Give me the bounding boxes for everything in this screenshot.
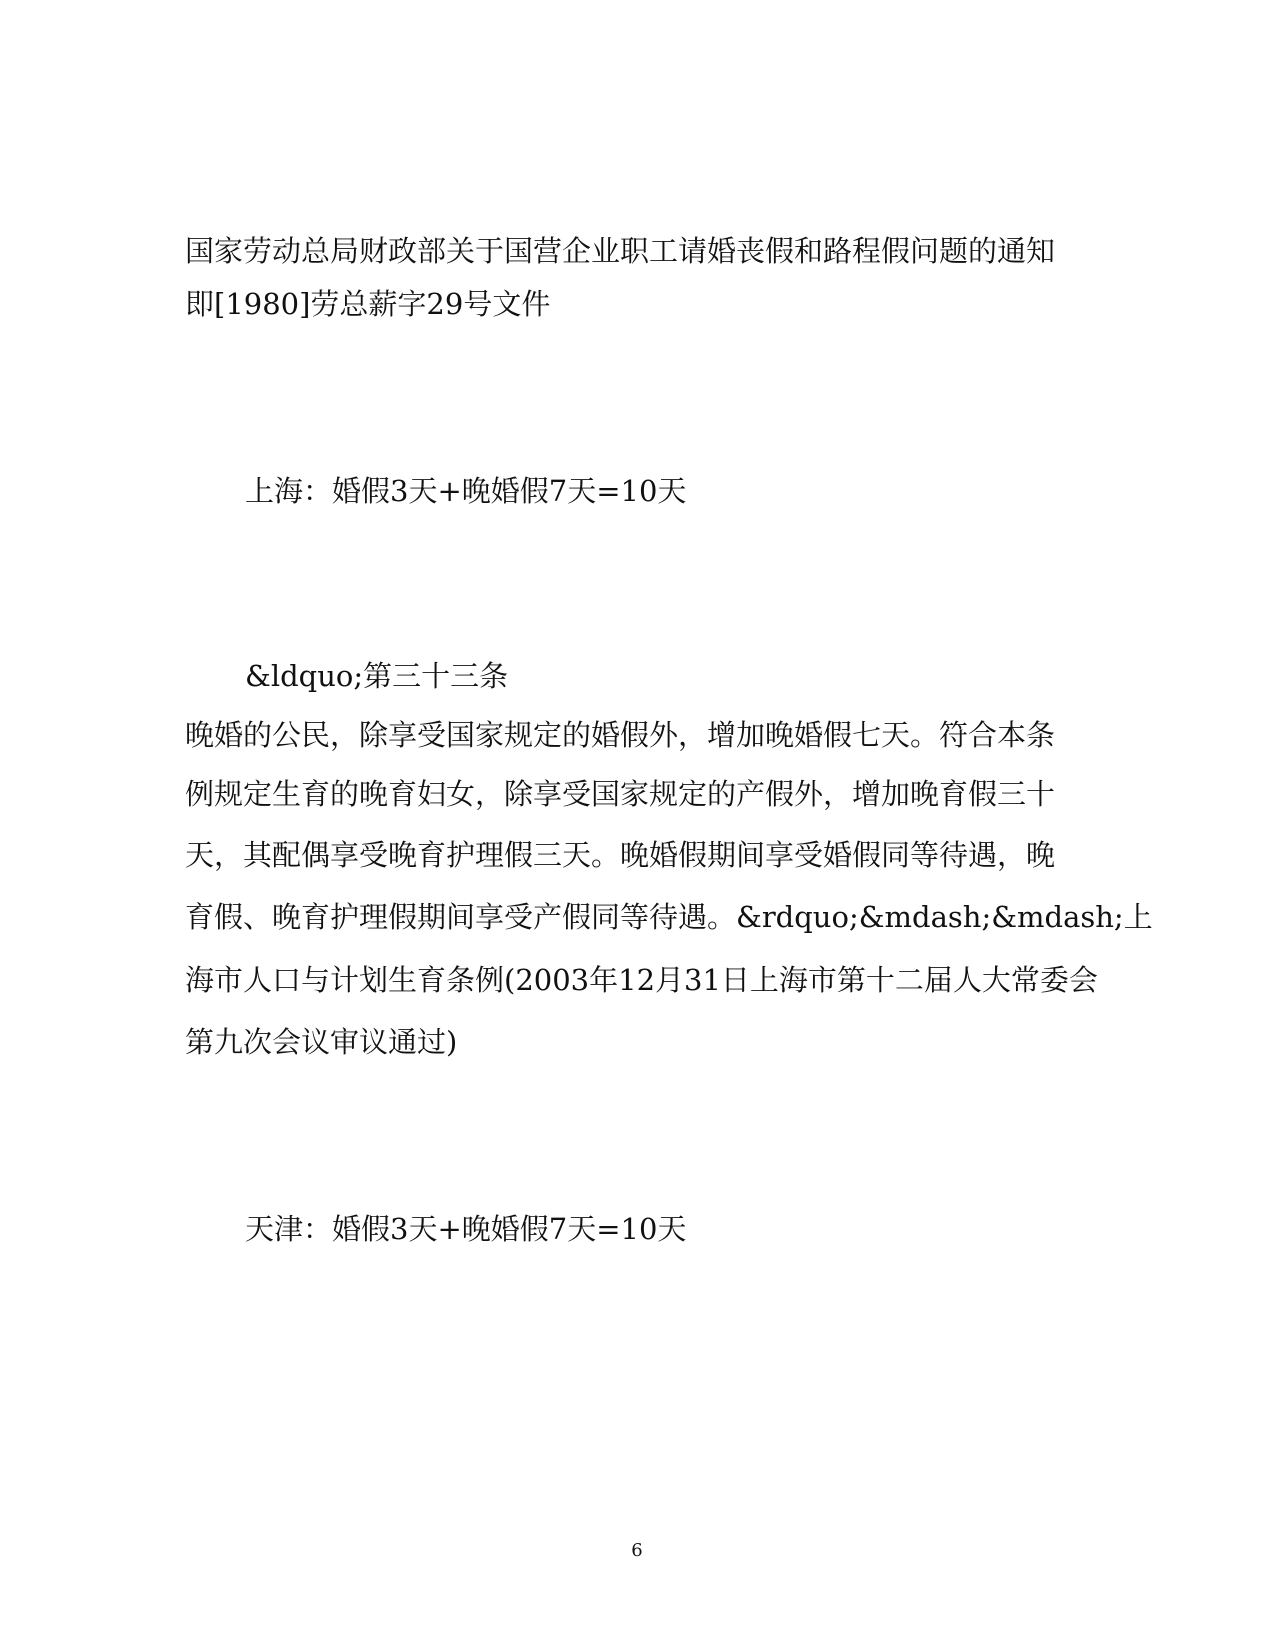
shanghai-summary: 上海：婚假3天+晚婚假7天=10天 — [245, 474, 687, 508]
article-line-1: 晚婚的公民，除享受国家规定的婚假外，增加晚婚假七天。符合本条 — [185, 718, 1056, 752]
article-line-5: 海市人口与计划生育条例(2003年12月31日上海市第十二届人大常委会 — [185, 963, 1098, 997]
article-line-3: 天，其配偶享受晚育护理假三天。晚婚假期间享受婚假同等待遇，晚 — [185, 838, 1056, 872]
article-line-2: 例规定生育的晚育妇女，除享受国家规定的产假外，增加晚育假三十 — [185, 777, 1056, 811]
tianjin-summary: 天津：婚假3天+晚婚假7天=10天 — [245, 1212, 687, 1246]
heading-line-1: 国家劳动总局财政部关于国营企业职工请婚丧假和路程假问题的通知 — [185, 234, 1056, 268]
heading-line-2: 即[1980]劳总薪字29号文件 — [185, 287, 551, 321]
article-label: &ldquo;第三十三条 — [245, 659, 509, 693]
article-line-6: 第九次会议审议通过) — [185, 1025, 458, 1059]
article-line-4: 育假、晚育护理假期间享受产假同等待遇。&rdquo;&mdash;&mdash;上 — [185, 900, 1153, 934]
page-number: 6 — [631, 1540, 643, 1561]
